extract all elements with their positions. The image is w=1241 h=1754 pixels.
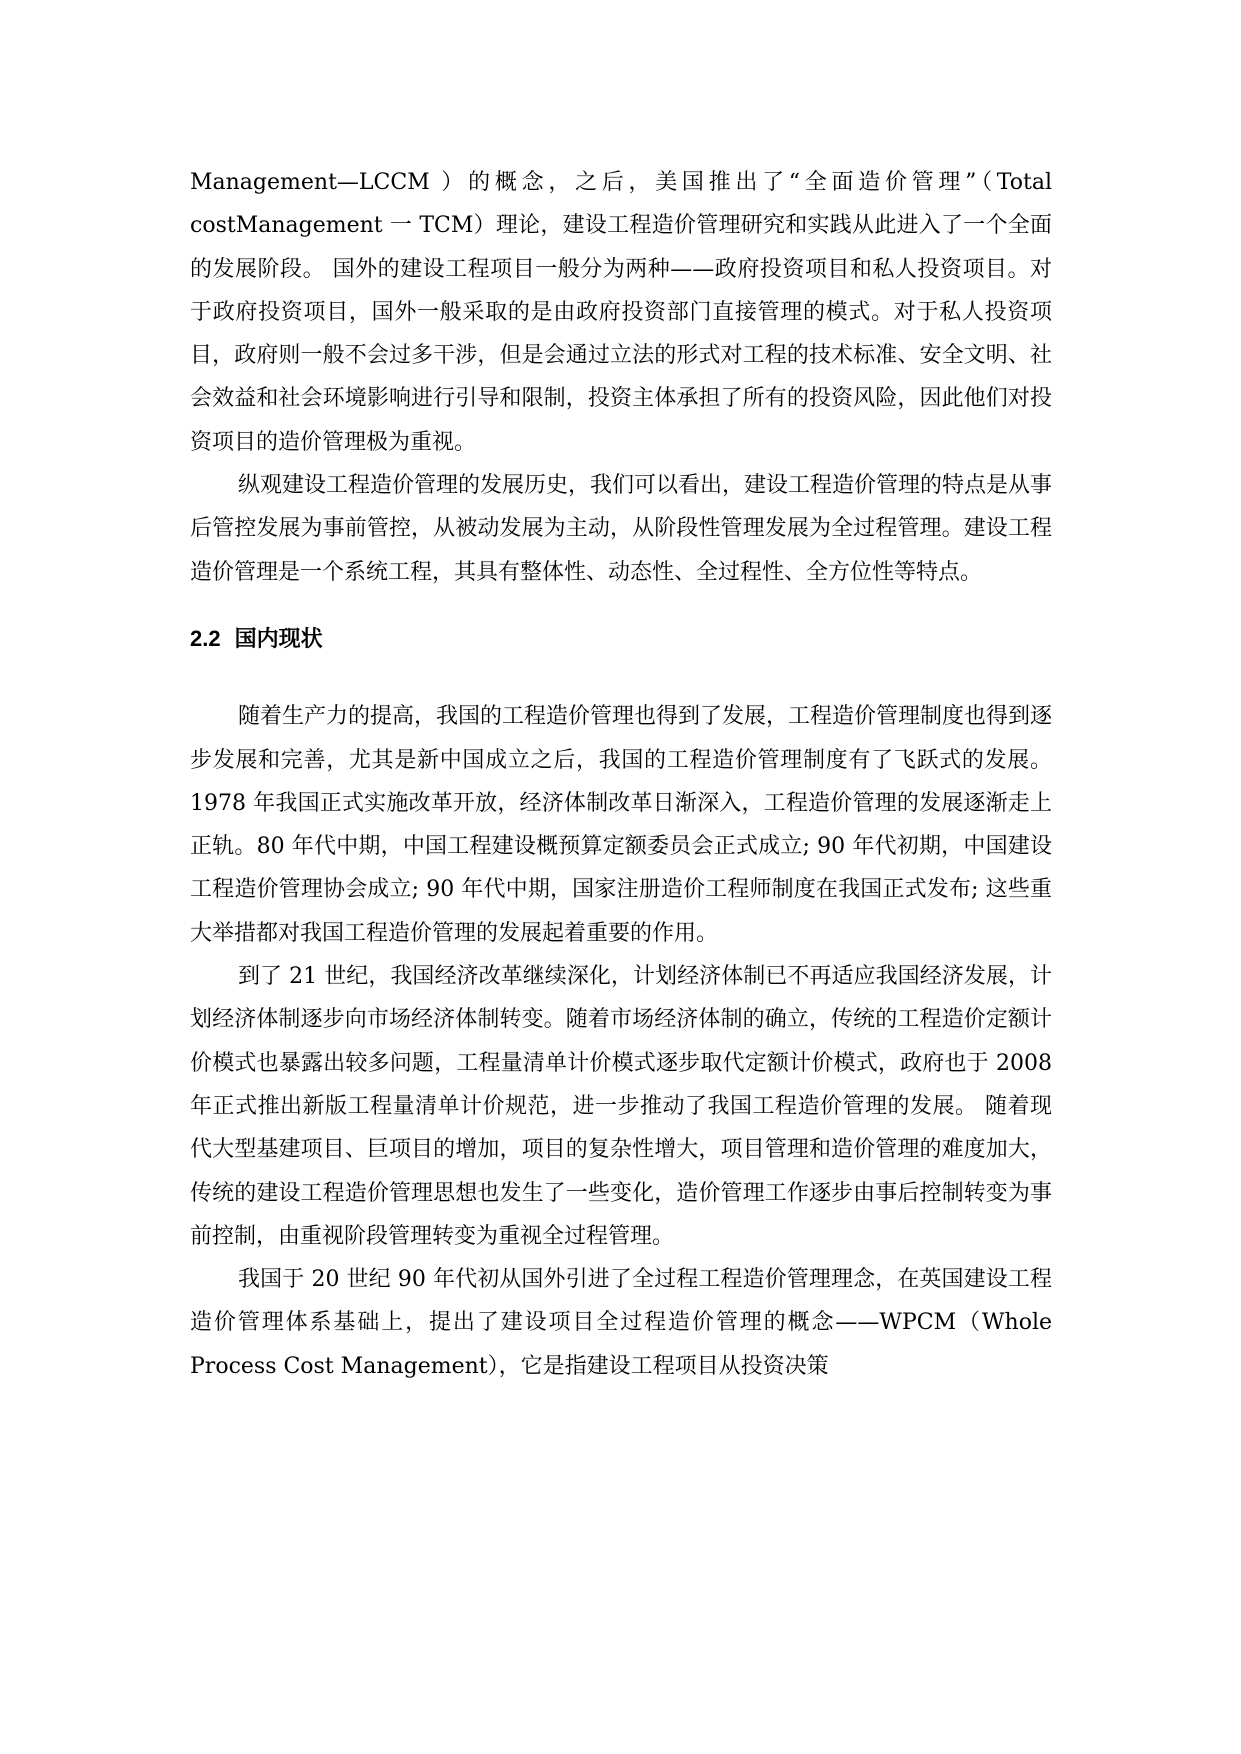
section-number: 2.2 xyxy=(190,625,221,651)
section-title: 国内现状 xyxy=(234,625,323,652)
document-page xyxy=(190,161,1052,1388)
heading-spacer xyxy=(190,661,1052,695)
body-paragraph-4: 到了 21 世纪，我国经济改革继续深化，计划经济体制已不再适应我国经济发展，计划经济体制逐步向市场经济体制转变。随着市场经济体制的确立，传统的工程造价定额计价模式也暴露出较多问题，工程量清单计价模式逐步取代定额计价模式，政府也于 2008 年正式推出新版工程量清单计价规范，进一步推动了我国工程造价管理的发展。 随着现代大型基建项目、巨项目的增加，项目的复杂性增大，项目管理和造价管理的难度加大，传统的建设工程造价管理思想也发生了一些变化，造价管理工作逐步由事后控制转变为事前控制，由重视阶段管理转变为重视全过程管理。 xyxy=(190,964,1052,1249)
body-paragraph-5: 我国于 20 世纪 90 年代初从国外引进了全过程工程造价管理理念，在英国建设工程造价管理体系基础上，提出了建设项目全过程造价管理的概念——WPCM（Whole Process Cost Management），它是指建设工程项目从投资决策 xyxy=(190,1267,1052,1379)
body-paragraph-2: 纵观建设工程造价管理的发展历史，我们可以看出，建设工程造价管理的特点是从事后管控发展为事前管控，从被动发展为主动，从阶段性管理发展为全过程管理。建设工程造价管理是一个系统工程，其具有整体性、动态性、全过程性、全方位性等特点。 xyxy=(190,473,1053,585)
body-paragraph-3: 随着生产力的提高，我国的工程造价管理也得到了发展，工程造价管理制度也得到逐步发展和完善，尤其是新中国成立之后，我国的工程造价管理制度有了飞跃式的发展。1978 年我国正式实施改革开放，经济体制改革日渐深入，工程造价管理的发展逐渐走上正轨。80 年代中期，中国工程建设概预算定额委员会正式成立; 90 年代初期，中国建设工程造价管理协会成立; 90 年代中期，国家注册造价工程师制度在我国正式发布; 这些重大举措都对我国工程造价管理的发展起着重要的作用。 xyxy=(190,704,1053,946)
section-heading xyxy=(190,617,1052,661)
body-paragraph-1: Management—LCCM ）的概念，之后，美国推出了“全面造价管理”（Total costManagement 一 TCM）理论，建设工程造价管理研究和实践从此进入了一个全面的发展阶段。 国外的建设工程项目一般分为两种——政府投资项目和私人投资项目。对于政府投资项目，国外一般采取的是由政府投资部门直接管理的模式。对于私人投资项目，政府则一般不会过多干涉，但是会通过立法的形式对工程的技术标准、安全文明、社会效益和社会环境影响进行引导和限制，投资主体承担了所有的投资风险，因此他们对投资项目的造价管理极为重视。 xyxy=(190,170,1052,455)
